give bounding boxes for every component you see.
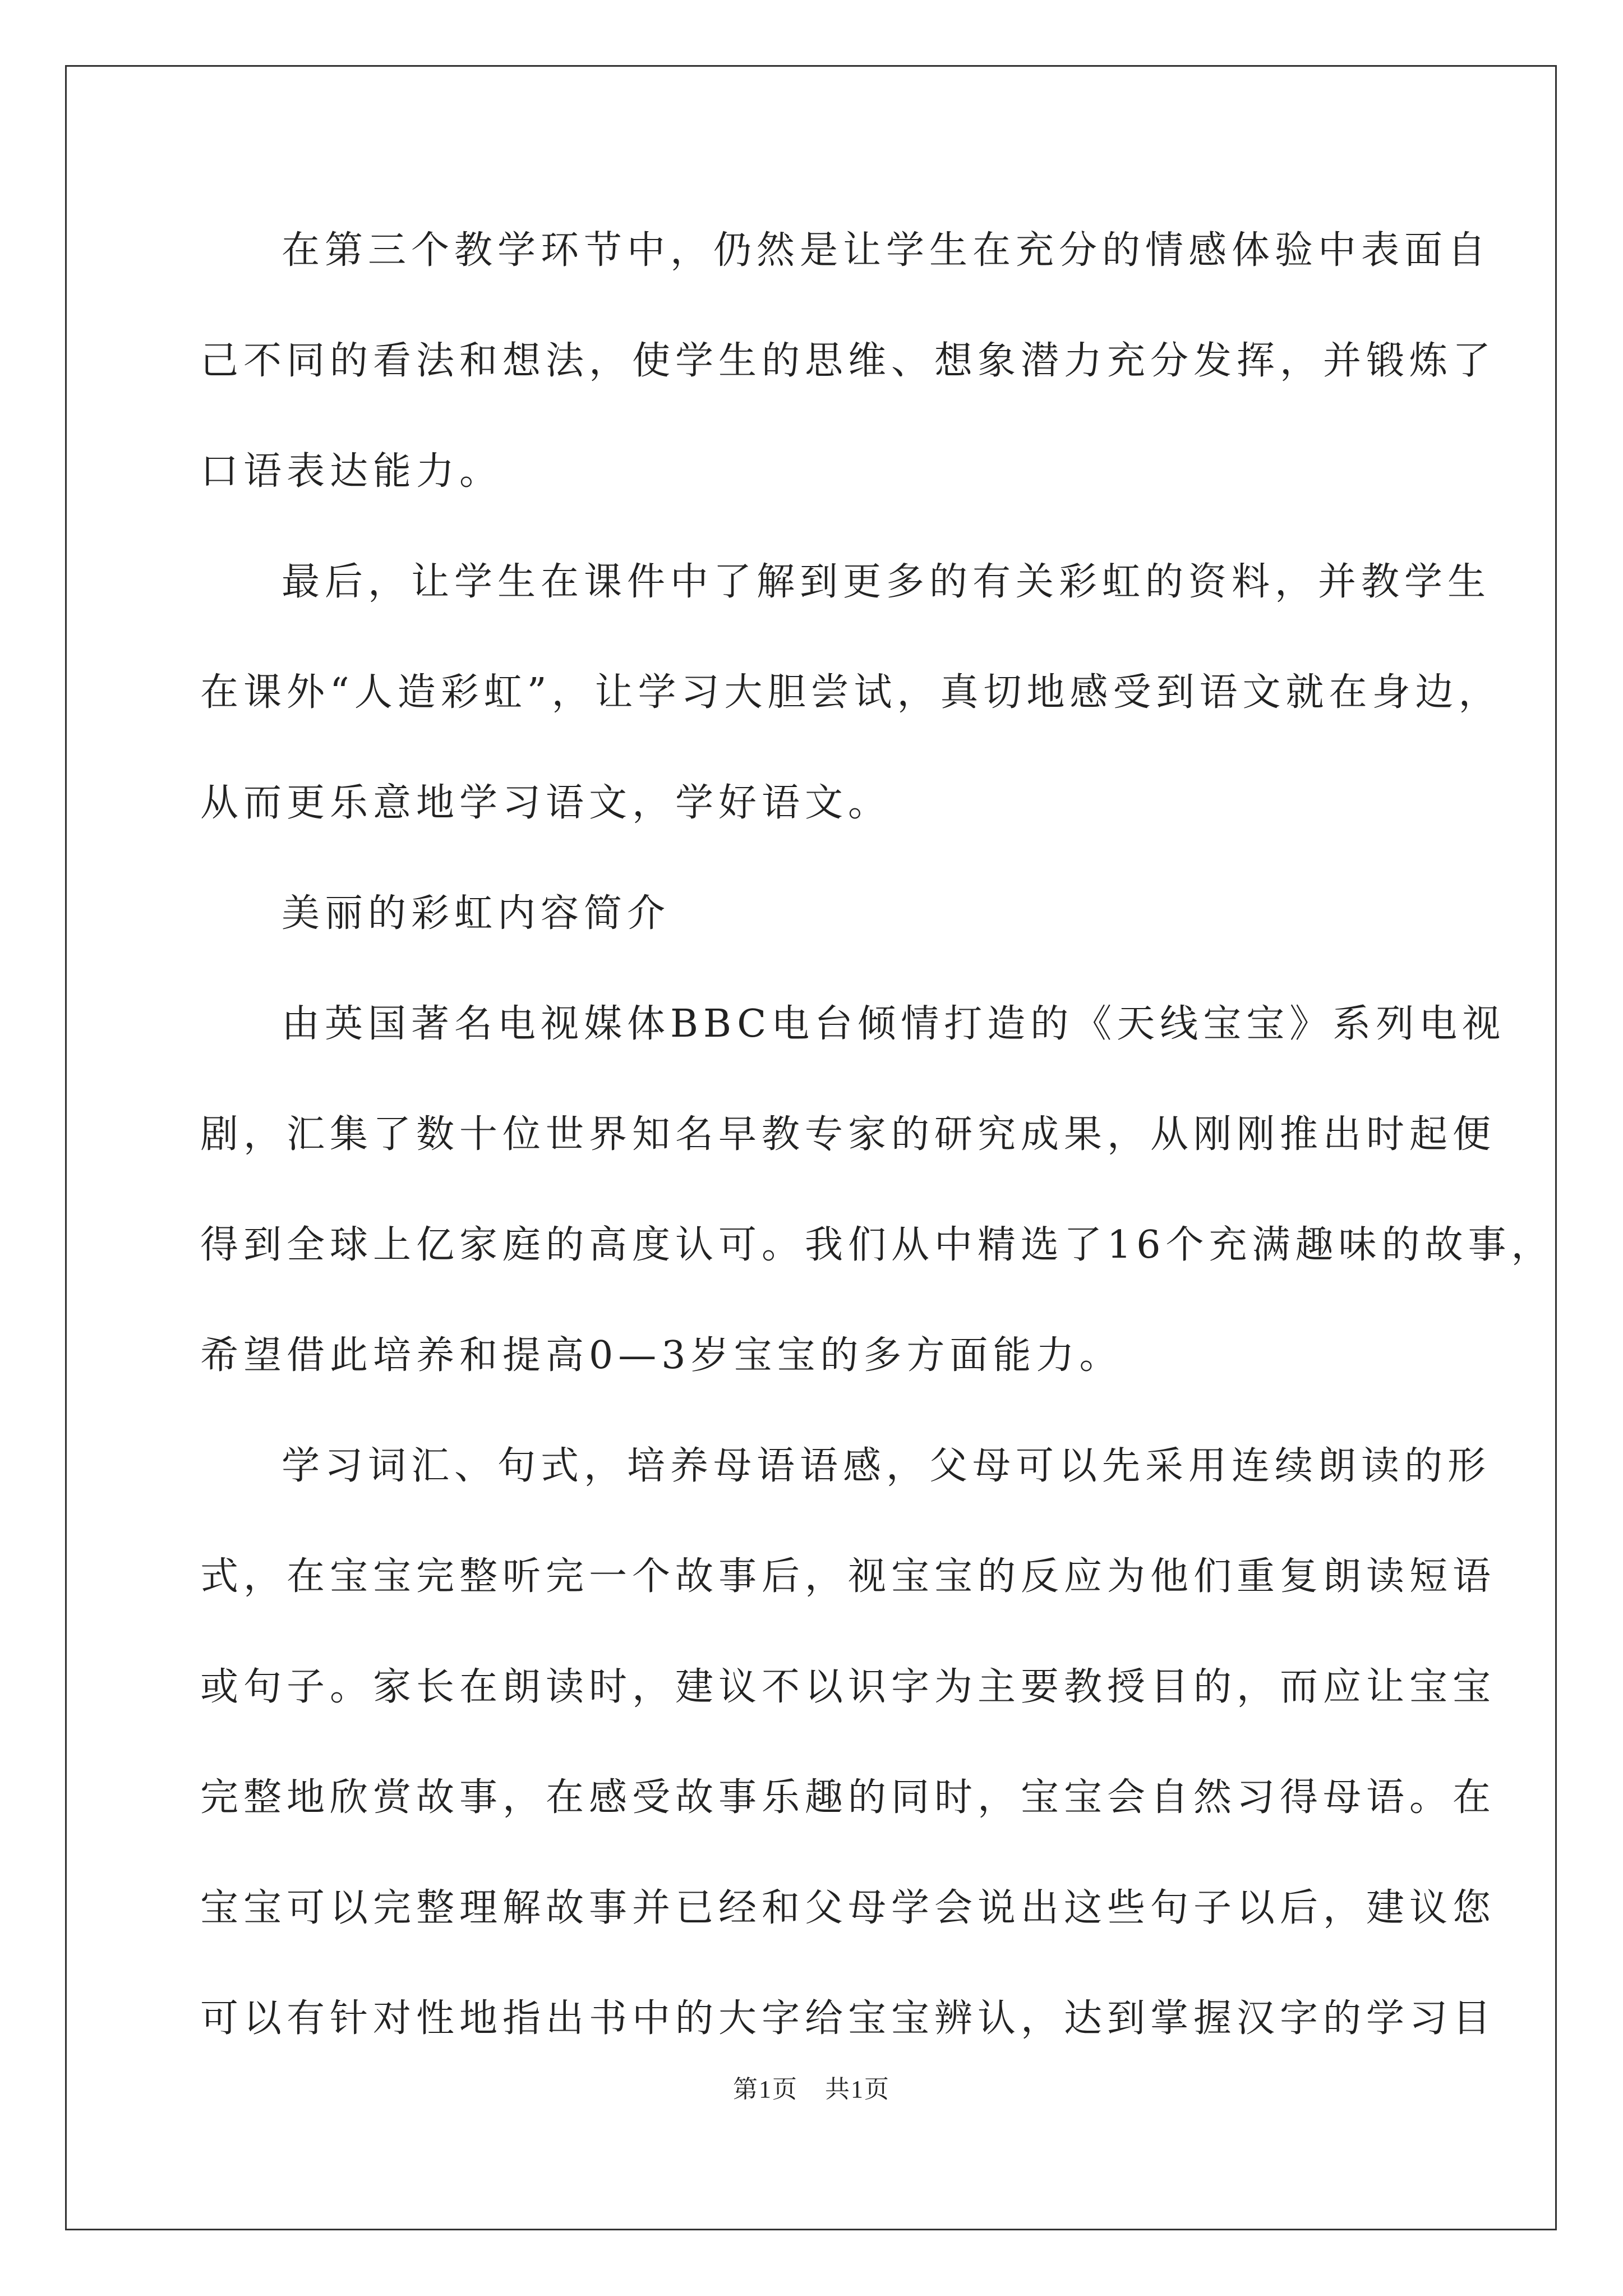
paragraph-finally	[200, 540, 1502, 872]
page-total: 共1页	[825, 2076, 890, 2103]
heading-text: 美丽的彩虹内容简介	[282, 891, 671, 936]
text-line: 式，在宝宝完整听完一个故事后，视宝宝的反应为他们重复朗读短语	[200, 1554, 1496, 1599]
text-line: 学习词汇、句式，培养母语语感，父母可以先采用连续朗读的形	[282, 1444, 1491, 1488]
text-line: 在课外“人造彩虹”，让学习大胆尝试，真切地感受到语文就在身边，	[200, 670, 1502, 715]
paragraph-teaching-step-three	[200, 209, 1496, 540]
text-line: 口语表达能力。	[200, 449, 503, 494]
text-line: 最后，让学生在课件中了解到更多的有关彩虹的资料，并教学生	[282, 560, 1491, 604]
text-line: 由英国著名电视媒体BBC电台倾情打造的《天线宝宝》系列电视	[282, 1002, 1506, 1046]
text-line: 在第三个教学环节中，仍然是让学生在充分的情感体验中表面自	[282, 228, 1491, 273]
page-footer	[0, 2069, 1623, 2105]
text-line: 希望借此培养和提高0—3岁宝宝的多方面能力。	[200, 1333, 1123, 1378]
document-body	[200, 209, 1555, 2087]
paragraph-introduction	[200, 982, 1555, 1424]
text-line: 得到全球上亿家庭的高度认可。我们从中精选了16个充满趣味的故事，	[200, 1223, 1555, 1267]
text-line: 剧，汇集了数十位世界知名早教专家的研究成果，从刚刚推出时起便	[200, 1112, 1496, 1157]
text-line: 宝宝可以完整理解故事并已经和父母学会说出这些句子以后，建议您	[200, 1886, 1496, 1930]
text-line: 完整地欣赏故事，在感受故事乐趣的同时，宝宝会自然习得母语。在	[200, 1775, 1496, 1820]
page-number: 第1页	[733, 2076, 798, 2103]
text-line: 或句子。家长在朗读时，建议不以识字为主要教授目的，而应让宝宝	[200, 1665, 1496, 1709]
text-line: 可以有针对性地指出书中的大字给宝宝辨认，达到掌握汉字的学习目	[200, 1996, 1496, 2041]
section-heading	[200, 872, 1434, 982]
text-line: 己不同的看法和想法，使学生的思维、想象潜力充分发挥，并锻炼了	[200, 339, 1496, 383]
paragraph-vocabulary-learning	[200, 1424, 1496, 2087]
text-line: 从而更乐意地学习语文，学好语文。	[200, 781, 892, 825]
